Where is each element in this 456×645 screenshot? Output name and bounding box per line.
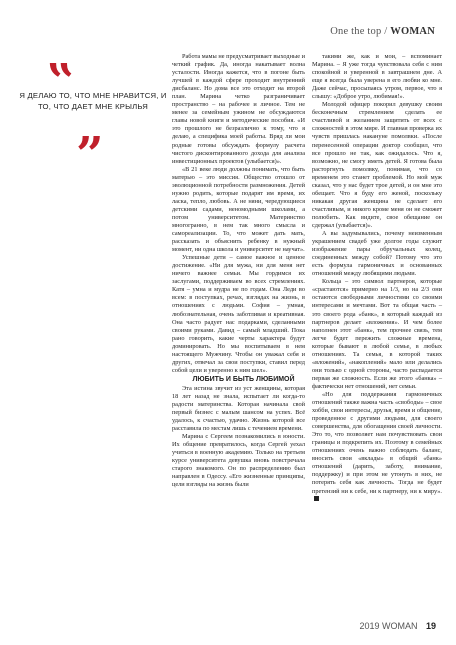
page-number: 19 xyxy=(425,621,436,631)
paragraph: Успешные дети – самое важное и ценное достижение. «Ни для мужа, ни для меня нет ничего важнее семьи. Мы гордимся их заслугами, поддерживаем во всех стремлениях. Катя – умна и мудра не по годам. Она Леди во всем: в поступках, речах, взглядах на жизнь, в отношениях с людьми. София – умная, любознательная, очень заботливая и креативная. Она часто радует нас подарками, сделанными своими руками. Давид – самый младший. Пока рано говорить, какие черты характера будут доминировать. Но мы воспитываем в нем настоящего Мужчину. Чтобы он уважал себя и других, отвечал за свои поступки, ставил перед собой цели и уверенно к ним шел». xyxy=(172,254,305,374)
quote-open-icon: ” xyxy=(46,54,74,110)
article-column-right xyxy=(312,53,442,504)
section-subhead: ЛЮБИТЬ И БЫТЬ ЛЮБИМОЙ xyxy=(192,375,295,383)
paragraph: «В 21 веке люди должны понимать, что быть матерью – это миссия. Общество отошло от эволюционной потребности размножения. Детей нужно родить, которые подарят им время, их ласка, тепло, любовь. А не няни, чередующиеся детскими садами, неномодными школами, а потом университетом. Материнство многогранно, в нем так много смысла и самореализации. То, что может дать мать, рассказать и объяснить ребенку в нужный момент, ни одна школа и университет не научат». xyxy=(172,165,305,254)
footer-issue: 2019 WOMAN xyxy=(359,621,418,631)
quote-close-icon: ” xyxy=(76,127,104,183)
paragraph: Молодой офицер покорил девушку своим бесконечным стремлением сделать ее счастливой и желанием защитить от всех с сложностей в этом мире. И главная проверка их чувств пришлась накануне помолвки. «После перенесенной операции доктор сообщил, что все прошло не так, как ожидалось. Что я, возможно, не смогу иметь детей. Я готова была расторгнуть помолвку, понимая, что со временем это станет проблемой. Но мой муж сказал, что у нас будет трое детей, и он мне это обещает. Что я буду его женой, поскольку никакая другая женщина не сделает его счастливым, и никого кроме меня он не сможет полюбить. Как видите, свое обещание он сдержал (улыбается)». xyxy=(312,101,442,229)
section-title: One the top xyxy=(330,26,382,37)
page-footer xyxy=(359,621,436,631)
article-column-middle xyxy=(172,53,305,489)
paragraph-last xyxy=(312,391,442,504)
paragraph-text: «Но для поддержания гармоничных отношений также важна часть «свободы» – свое хобби, свои интересы, друзья, время и общение, проведенное с другими людьми, для своего совершенства, для обогащения своей личности. Это то, что позволяет нам почувствовать свои границы и подкрепить их. Поэтому в семейных отношениях очень важно соблюдать баланс, вносить свои «вклады» в общий «банк» отношений (дарить, заботу, внимание, поддержку) и при этом не утонуть в них, не потерять себя как личность. Тогда не будет претензий ни к себе, ни к партнеру, ни к миру». xyxy=(312,390,442,495)
header-separator: / xyxy=(384,26,388,37)
paragraph: Марина с Сергеем познакомились в юности. Их общение превратилось, когда Сергей уехал учиться в военную академию. Только на третьем курсе университета девушка вновь повстречала старого знакомого. Он по распределению был направлен в Одессу. «Его жизненные принципы, цели взгляды на жизнь были xyxy=(172,433,305,489)
paragraph: Эта истина звучит из уст женщины, которая 18 лет назад не знала, испытает ли когда-то радости материнства. Которая начинала свой первый бизнес с малым шансом на успех. Всё удалось, к счастью, удачно. Жизнь которой все расставила по местам лишь с течением времени. xyxy=(172,384,305,433)
paragraph: такими же, как и мои, – вспоминает Марина. – Я уже тогда чувствовала себя с ним спокойной и уверенной в завтрашнем дне. А еще я всегда была уверена в его любви ко мне. Даже сейчас, просыпаясь утром, первое, что я слышу: «Доброе утро, любимая!». xyxy=(312,53,442,101)
paragraph: А вы задумывались, почему неизменным украшением свадеб уже долгое годы служит изображение пары обручальных колец, соединенных между собой? Потому что это есть формула гармоничных и основанных отношений между любящими людьми. xyxy=(312,230,442,278)
end-mark-icon xyxy=(314,496,319,501)
pull-quote: Я ДЕЛАЮ ТО, ЧТО МНЕ НРАВИТСЯ, И ТО, ЧТО ДАЕТ МНЕ КРЫЛЬЯ xyxy=(19,91,167,111)
paragraph: Работа мамы не предусматривает выходные и четкий график. Да, иногда накатывает волна усталости. Иногда кажется, что в погоне быть лучшей в каждой сфере проходит внутренний дисбаланс. Но дома все это отходит на второй план. Марина четко разграничивает пространство – на рабочее и личное. Тем не менее за семейным ужином не обсуждаются главы новой книги и методические пособия. «И это прошлого не безразлично к тому, что я делаю, а специфика моей работы. Вряд ли мои родные готовы обсуждать формулу расчета чистого дисконтированного дохода для анализа инвестиционных проектов (улыбается)». xyxy=(172,53,305,165)
paragraph: Кольца – это символ партнеров, которые «срастаются» примерно на 1/3, но на 2/3 они остаются свободными личностями со своими интересами и мечтами. Вот та общая часть – это своего рода «банк», в который каждый из партнеров делает «вложения». И чем более наполнен этот «банк», тем прочнее связь, тем легче будет пережить сложные времена, которые бывают в любой семье, в любых отношениях. Та семья, в которой таких «вложений», «накоплений» мало или делались они только с одной стороны, часто распадается первая же сложность. Если же этого «банка» – фактически нет отношений, нет семьи. xyxy=(312,278,442,390)
brand-name: WOMAN xyxy=(390,26,435,37)
page-header xyxy=(330,26,435,37)
